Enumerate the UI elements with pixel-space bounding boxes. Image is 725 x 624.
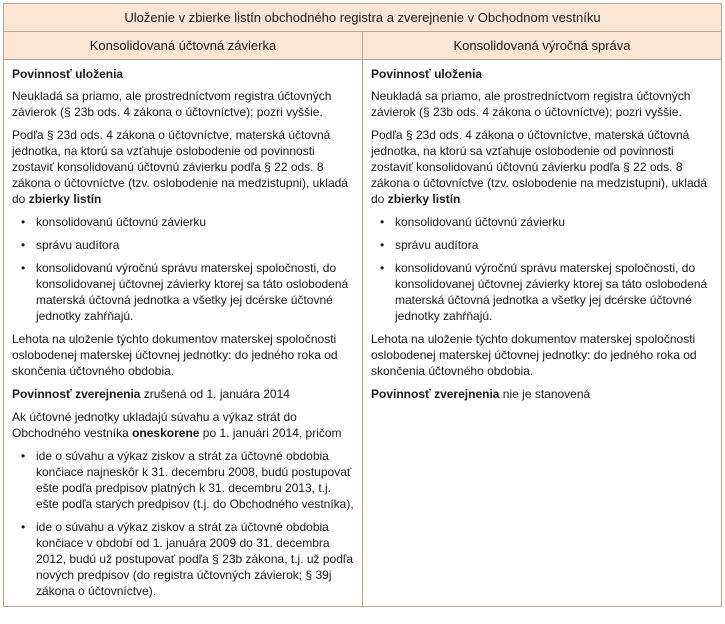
left-paragraph-4-text: Ak účtovné jednotky ukladajú súvahu a výkaz strát do Obchodného vestníka — [12, 410, 297, 440]
list-item — [12, 260, 354, 324]
bullet-icon: • — [380, 261, 385, 275]
list-item-text: ide o súvahu a výkaz ziskov a strát za účtovné obdobia končiace najneskôr k 31. decembru 2008, budú postupovať ešte podľa predpisov platných k 31. decembru 2013, t.j. ešte podľa starých predpisov (t.j. do Obchodného vestníka), — [36, 449, 354, 511]
column-header-right: Konsolidovaná výročná správa — [363, 32, 722, 60]
left-paragraph-4 — [12, 409, 354, 441]
filing-table — [3, 3, 722, 607]
left-heading-filing: Povinnosť uloženia — [12, 67, 124, 81]
right-paragraph-2 — [371, 127, 713, 207]
right-heading-publication-bold: Povinnosť zverejnenia — [371, 387, 500, 401]
list-item-text: konsolidovanú výročnú správu materskej spoločnosti, do konsolidovanej účtovnej závierky ktorej sa táto oslobodená materská účtovná jednotka a všetky jej dcérske účtovné jednotky zahŕňajú. — [395, 261, 708, 323]
bullet-icon: • — [380, 215, 385, 229]
list-item-text: konsolidovanú účtovnú závierku — [395, 215, 566, 229]
bullet-icon: • — [21, 520, 26, 534]
left-heading-publication-rest: zrušená od 1. januára 2014 — [140, 387, 290, 401]
list-item — [371, 214, 713, 230]
list-item — [371, 237, 713, 253]
right-heading-publication-rest: nie je stanovená — [499, 387, 591, 401]
list-item — [12, 519, 354, 599]
list-item — [371, 260, 713, 324]
right-heading-publication — [371, 386, 713, 402]
right-cell — [363, 60, 722, 607]
left-paragraph-3: Lehota na uloženie týchto dokumentov materskej spoločnosti oslobodenej materskej účtovnej jednotky: do jedného roka od skončenia účtovného obdobia. — [12, 332, 338, 378]
bullet-icon: • — [21, 238, 26, 252]
left-paragraph-2-bold: zbierky listín — [28, 192, 102, 206]
right-paragraph-1: Neukladá sa priamo, ale prostredníctvom registra účtovných závierok (§ 23b ods. 4 zákona o účtovníctve); pozri vyššie. — [371, 89, 691, 119]
bullet-icon: • — [21, 261, 26, 275]
left-paragraph-2-text: Podľa § 23d ods. 4 zákona o účtovníctve, materská účtovná jednotka, na ktorú sa vzťahuje oslobodenie od povinnosti zostaviť konsolidovanú účtovnú závierku podľa § 22 ods. 8 zákona o účtovníctve (tzv. oslobodenie na medzistupni), ukladá do — [12, 128, 348, 206]
list-item — [12, 214, 354, 230]
table-title: Uloženie v zbierke listín obchodného registra a zverejnenie v Obchodnom vestníku — [4, 4, 722, 32]
list-item-text: konsolidovanú výročnú správu materskej spoločnosti, do konsolidovanej účtovnej závierky ktorej sa táto oslobodená materská účtovná jednotka a všetky jej dcérske účtovné jednotky zahŕňajú. — [36, 261, 349, 323]
left-paragraph-4-tail: po 1. januári 2014, pričom — [199, 426, 342, 440]
left-heading-publication — [12, 386, 354, 402]
left-paragraph-1: Neukladá sa priamo, ale prostredníctvom registra účtovných závierok (§ 23b ods. 4 zákona o účtovníctve); pozri vyššie. — [12, 89, 332, 119]
list-item — [12, 448, 354, 512]
right-paragraph-2-bold: zbierky listín — [387, 192, 461, 206]
list-item-text: ide o súvahu a výkaz ziskov a strát za účtovné obdobia končiace v období od 1. januára 2009 do 31. decembra 2012, budú už postupovať podľa § 23b zákona, t.j. už podľa nových predpisov (do registra účtovných závierok; § 39j zákona o účtovníctve). — [36, 520, 354, 598]
left-list-late-filing — [12, 448, 354, 599]
list-item — [12, 237, 354, 253]
bullet-icon: • — [21, 215, 26, 229]
left-paragraph-4-bold: oneskorene — [132, 426, 200, 440]
list-item-text: správu audítora — [36, 238, 120, 252]
left-cell — [4, 60, 363, 607]
right-heading-filing: Povinnosť uloženia — [371, 67, 483, 81]
right-paragraph-3: Lehota na uloženie týchto dokumentov materskej spoločnosti oslobodenej materskej účtovnej jednotky: do jedného roka od skončenia účtovného obdobia. — [371, 332, 697, 378]
list-item-text: konsolidovanú účtovnú závierku — [36, 215, 207, 229]
left-heading-publication-bold: Povinnosť zverejnenia — [12, 387, 141, 401]
list-item-text: správu audítora — [395, 238, 479, 252]
column-header-left: Konsolidovaná účtovná závierka — [4, 32, 363, 60]
right-paragraph-2-text: Podľa § 23d ods. 4 zákona o účtovníctve, materská účtovná jednotka, na ktorú sa vzťahuje oslobodenie od povinnosti zostaviť konsolidovanú účtovnú závierku podľa § 22 ods. 8 zákona o účtovníctve (tzv. oslobodenie na medzistupni), ukladá do — [371, 128, 707, 206]
bullet-icon: • — [380, 238, 385, 252]
left-paragraph-2 — [12, 127, 354, 207]
right-list-documents — [371, 214, 713, 324]
bullet-icon: • — [21, 449, 26, 463]
left-list-documents — [12, 214, 354, 324]
